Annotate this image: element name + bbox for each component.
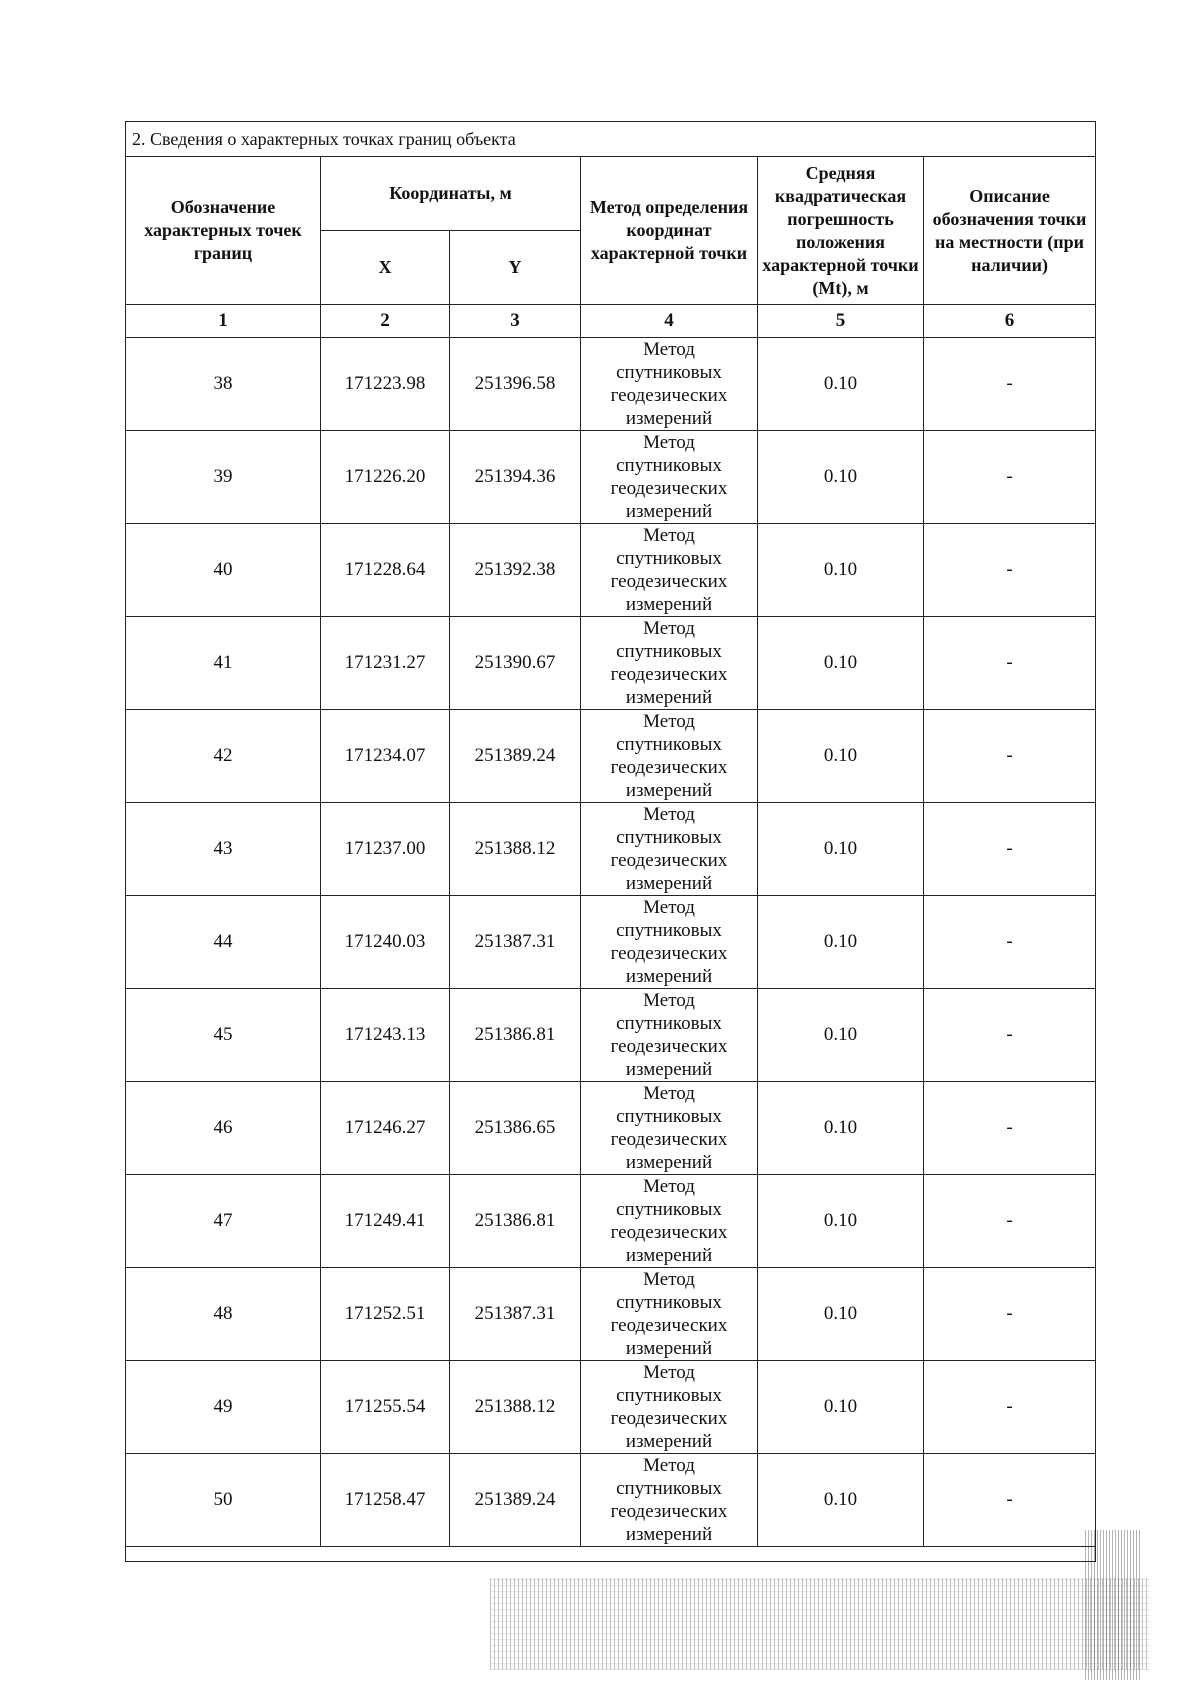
table-row <box>126 524 1096 617</box>
x-coordinate-cell: 171249.41 <box>321 1175 450 1268</box>
column-number: 2 <box>321 305 450 338</box>
table-footer-row <box>126 1547 1096 1562</box>
method-line: геодезических <box>610 385 728 406</box>
method-cell <box>581 1082 758 1175</box>
x-coordinate-cell: 171234.07 <box>321 710 450 803</box>
method-line: геодезических <box>610 1315 728 1336</box>
x-coordinate-cell: 171237.00 <box>321 803 450 896</box>
table-row <box>126 803 1096 896</box>
error-cell: 0.10 <box>758 989 924 1082</box>
description-cell: - <box>924 989 1096 1082</box>
error-cell: 0.10 <box>758 1175 924 1268</box>
error-cell: 0.10 <box>758 617 924 710</box>
x-coordinate-cell: 171252.51 <box>321 1268 450 1361</box>
table-row <box>126 1361 1096 1454</box>
method-line: измерений <box>625 966 713 987</box>
table-row <box>126 710 1096 803</box>
table-footer-cell <box>126 1547 1096 1562</box>
table-row <box>126 896 1096 989</box>
header-y: Y <box>450 231 581 305</box>
method-line: измерений <box>625 687 713 708</box>
scan-artifact <box>1085 1530 1140 1680</box>
point-number-cell: 41 <box>126 617 321 710</box>
error-cell: 0.10 <box>758 1268 924 1361</box>
table-row <box>126 989 1096 1082</box>
description-cell: - <box>924 1454 1096 1547</box>
method-line: спутниковых <box>616 827 722 848</box>
point-number-cell: 44 <box>126 896 321 989</box>
header-method: Метод определения координат характерной точки <box>581 157 758 305</box>
method-line: спутниковых <box>616 1385 722 1406</box>
table-row <box>126 1268 1096 1361</box>
method-line: Метод <box>643 897 695 918</box>
column-number: 5 <box>758 305 924 338</box>
table-row <box>126 1082 1096 1175</box>
description-cell: - <box>924 431 1096 524</box>
description-cell: - <box>924 1361 1096 1454</box>
method-line: геодезических <box>610 757 728 778</box>
section-title: 2. Сведения о характерных точках границ объекта <box>126 122 1096 157</box>
method-line: геодезических <box>610 478 728 499</box>
method-cell <box>581 1361 758 1454</box>
column-number: 6 <box>924 305 1096 338</box>
error-cell: 0.10 <box>758 431 924 524</box>
method-line: спутниковых <box>616 641 722 662</box>
method-cell <box>581 1454 758 1547</box>
point-number-cell: 38 <box>126 338 321 431</box>
description-cell: - <box>924 710 1096 803</box>
x-coordinate-cell: 171226.20 <box>321 431 450 524</box>
description-cell: - <box>924 1268 1096 1361</box>
column-number: 3 <box>450 305 581 338</box>
header-coordinates: Координаты, м <box>321 157 581 231</box>
error-cell: 0.10 <box>758 1082 924 1175</box>
description-cell: - <box>924 524 1096 617</box>
point-number-cell: 48 <box>126 1268 321 1361</box>
method-line: Метод <box>643 804 695 825</box>
method-cell <box>581 710 758 803</box>
method-line: геодезических <box>610 1408 728 1429</box>
method-line: измерений <box>625 1338 713 1359</box>
column-number: 1 <box>126 305 321 338</box>
error-cell: 0.10 <box>758 710 924 803</box>
x-coordinate-cell: 171246.27 <box>321 1082 450 1175</box>
point-number-cell: 43 <box>126 803 321 896</box>
method-cell <box>581 989 758 1082</box>
y-coordinate-cell: 251388.12 <box>450 1361 581 1454</box>
method-line: Метод <box>643 1362 695 1383</box>
x-coordinate-cell: 171255.54 <box>321 1361 450 1454</box>
method-line: Метод <box>643 618 695 639</box>
method-line: геодезических <box>610 943 728 964</box>
x-coordinate-cell: 171228.64 <box>321 524 450 617</box>
method-line: измерений <box>625 873 713 894</box>
description-cell: - <box>924 338 1096 431</box>
method-line: измерений <box>625 1245 713 1266</box>
y-coordinate-cell: 251388.12 <box>450 803 581 896</box>
method-line: измерений <box>625 1431 713 1452</box>
method-cell <box>581 1268 758 1361</box>
method-cell <box>581 803 758 896</box>
error-cell: 0.10 <box>758 524 924 617</box>
method-line: измерений <box>625 1152 713 1173</box>
x-coordinate-cell: 171231.27 <box>321 617 450 710</box>
method-line: спутниковых <box>616 1292 722 1313</box>
x-coordinate-cell: 171258.47 <box>321 1454 450 1547</box>
y-coordinate-cell: 251387.31 <box>450 896 581 989</box>
boundary-points-table <box>125 121 1096 1562</box>
description-cell: - <box>924 1082 1096 1175</box>
method-line: геодезических <box>610 1222 728 1243</box>
method-line: Метод <box>643 1176 695 1197</box>
column-number: 4 <box>581 305 758 338</box>
method-line: геодезических <box>610 1501 728 1522</box>
table-row <box>126 1454 1096 1547</box>
point-number-cell: 42 <box>126 710 321 803</box>
method-line: измерений <box>625 501 713 522</box>
method-line: измерений <box>625 1059 713 1080</box>
y-coordinate-cell: 251392.38 <box>450 524 581 617</box>
method-line: геодезических <box>610 850 728 871</box>
method-line: Метод <box>643 525 695 546</box>
method-cell <box>581 617 758 710</box>
y-coordinate-cell: 251396.58 <box>450 338 581 431</box>
table-body <box>126 338 1096 1547</box>
point-number-cell: 39 <box>126 431 321 524</box>
method-line: геодезических <box>610 1129 728 1150</box>
column-number-row <box>126 305 1096 338</box>
header-point-designation: Обозначение характерных точек границ <box>126 157 321 305</box>
method-line: измерений <box>625 1524 713 1545</box>
description-cell: - <box>924 803 1096 896</box>
y-coordinate-cell: 251389.24 <box>450 710 581 803</box>
y-coordinate-cell: 251394.36 <box>450 431 581 524</box>
scan-artifact <box>490 1578 1150 1670</box>
method-line: Метод <box>643 1083 695 1104</box>
method-line: Метод <box>643 432 695 453</box>
x-coordinate-cell: 171240.03 <box>321 896 450 989</box>
point-number-cell: 47 <box>126 1175 321 1268</box>
method-line: Метод <box>643 711 695 732</box>
x-coordinate-cell: 171223.98 <box>321 338 450 431</box>
y-coordinate-cell: 251389.24 <box>450 1454 581 1547</box>
point-number-cell: 50 <box>126 1454 321 1547</box>
method-line: геодезических <box>610 664 728 685</box>
method-cell <box>581 524 758 617</box>
method-line: спутниковых <box>616 548 722 569</box>
method-line: спутниковых <box>616 1478 722 1499</box>
method-line: измерений <box>625 594 713 615</box>
method-line: Метод <box>643 1455 695 1476</box>
description-cell: - <box>924 896 1096 989</box>
method-line: спутниковых <box>616 734 722 755</box>
method-line: спутниковых <box>616 1013 722 1034</box>
method-line: Метод <box>643 1269 695 1290</box>
y-coordinate-cell: 251387.31 <box>450 1268 581 1361</box>
header-x: X <box>321 231 450 305</box>
method-line: Метод <box>643 339 695 360</box>
method-line: спутниковых <box>616 1106 722 1127</box>
point-number-cell: 49 <box>126 1361 321 1454</box>
y-coordinate-cell: 251386.65 <box>450 1082 581 1175</box>
header-error: Средняя квадратическая погрешность положения характерной точки (Mt), м <box>758 157 924 305</box>
method-line: геодезических <box>610 1036 728 1057</box>
table-row <box>126 338 1096 431</box>
method-line: геодезических <box>610 571 728 592</box>
method-line: измерений <box>625 780 713 801</box>
method-line: Метод <box>643 990 695 1011</box>
x-coordinate-cell: 171243.13 <box>321 989 450 1082</box>
error-cell: 0.10 <box>758 803 924 896</box>
description-cell: - <box>924 617 1096 710</box>
error-cell: 0.10 <box>758 896 924 989</box>
table-row <box>126 431 1096 524</box>
table-row <box>126 617 1096 710</box>
method-line: измерений <box>625 408 713 429</box>
method-cell <box>581 431 758 524</box>
y-coordinate-cell: 251386.81 <box>450 1175 581 1268</box>
method-line: спутниковых <box>616 1199 722 1220</box>
method-cell <box>581 338 758 431</box>
method-line: спутниковых <box>616 362 722 383</box>
method-line: спутниковых <box>616 455 722 476</box>
y-coordinate-cell: 251386.81 <box>450 989 581 1082</box>
boundary-points-document <box>125 121 1095 1562</box>
method-line: спутниковых <box>616 920 722 941</box>
method-cell <box>581 896 758 989</box>
y-coordinate-cell: 251390.67 <box>450 617 581 710</box>
point-number-cell: 40 <box>126 524 321 617</box>
error-cell: 0.10 <box>758 338 924 431</box>
method-cell <box>581 1175 758 1268</box>
point-number-cell: 45 <box>126 989 321 1082</box>
table-row <box>126 1175 1096 1268</box>
description-cell: - <box>924 1175 1096 1268</box>
header-description: Описание обозначения точки на местности (при наличии) <box>924 157 1096 305</box>
error-cell: 0.10 <box>758 1361 924 1454</box>
point-number-cell: 46 <box>126 1082 321 1175</box>
error-cell: 0.10 <box>758 1454 924 1547</box>
